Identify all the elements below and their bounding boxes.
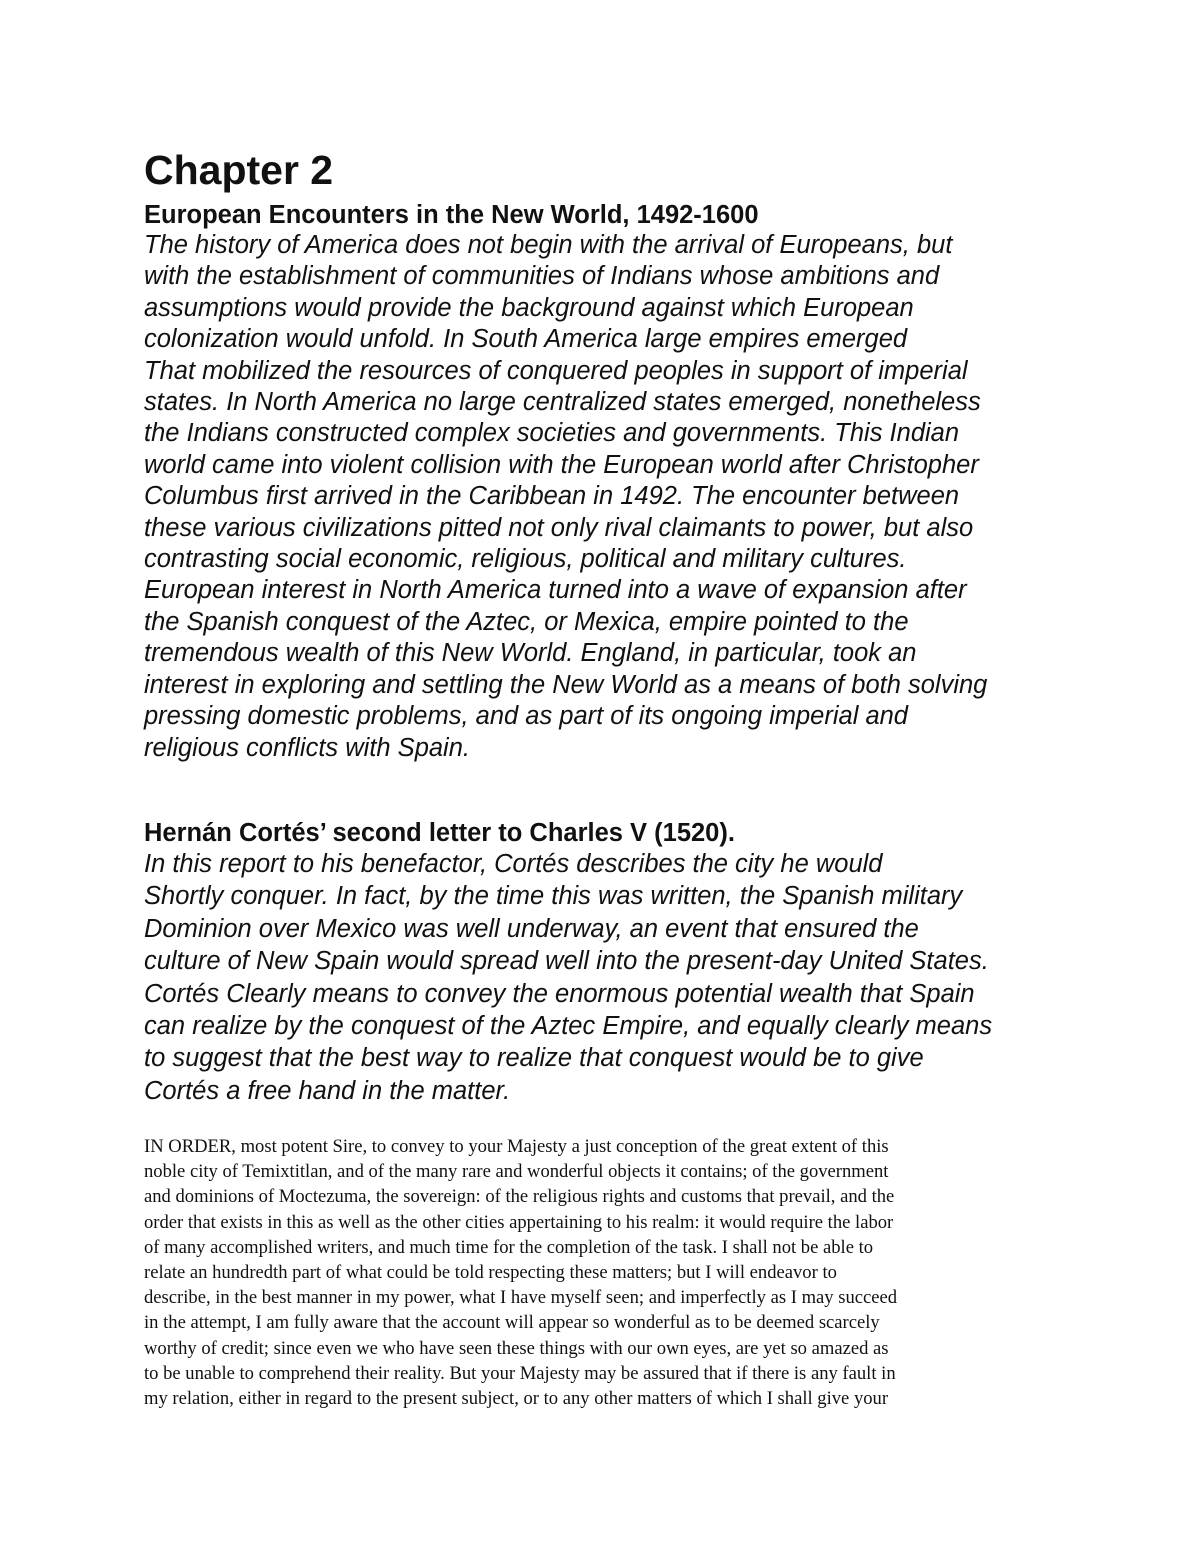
intro-line: colonization would unfold. In South America large empires emerged [144,325,908,354]
doc-intro-line: to suggest that the best way to realize that conquest would be to give [144,1044,924,1073]
intro-line: The history of America does not begin with the arrival of Europeans, but [144,231,953,259]
intro-line: states. In North America no large centralized states emerged, nonetheless [144,388,981,417]
chapter-subtitle: European Encounters in the New World, 1492-1600 [144,201,759,229]
intro-line: pressing domestic problems, and as part of its ongoing imperial and [144,702,908,731]
intro-line: interest in exploring and settling the New World as a means of both solving [144,670,988,699]
body-line: describe, in the best manner in my power, what I have myself seen; and imperfectly as I may succeed [144,1287,898,1309]
doc-intro-line: Cortés a free hand in the matter. [144,1076,511,1105]
document-title: Hernán Cortés’ second letter to Charles V (1520). [144,819,735,847]
intro-line: these various civilizations pitted not only rival claimants to power, but also [144,513,974,542]
chapter-introduction [144,230,1084,764]
intro-line: the Spanish conquest of the Aztec, or Mexica, empire pointed to the [144,607,909,636]
doc-intro-line: Shortly conquer. In fact, by the time this was written, the Spanish military [144,882,963,911]
document-introduction [144,848,1084,1107]
doc-intro-line: Dominion over Mexico was well underway, an event that ensured the [144,914,919,943]
intro-line: assumptions would provide the background against which European [144,293,914,322]
doc-intro-line: can realize by the conquest of the Aztec Empire, and equally clearly means [144,1012,993,1041]
chapter-title: Chapter 2 [144,147,334,193]
body-line: of many accomplished writers, and much time for the completion of the task. I shall not be able to [144,1236,874,1258]
intro-line: That mobilized the resources of conquered peoples in support of imperial [144,356,968,385]
body-line: order that exists in this as well as the other cities appertaining to his realm: it would require the labor [144,1211,894,1233]
body-line: noble city of Temixtitlan, and of the many rare and wonderful objects it contains; of the government [144,1161,889,1183]
body-line: and dominions of Moctezuma, the sovereign: of the religious rights and customs that prevail, and the [144,1186,895,1208]
body-line: worthy of credit; since even we who have seen these things with our own eyes, are yet so amazed as [144,1337,889,1359]
body-line: my relation, either in regard to the present subject, or to any other matters of which I shall give your [144,1388,889,1410]
intro-line: world came into violent collision with the European world after Christopher [144,450,979,479]
doc-intro-line: culture of New Spain would spread well into the present-day United States. [144,947,989,976]
intro-line: tremendous wealth of this New World. England, in particular, took an [144,639,917,668]
letter-body [144,1134,1084,1411]
body-line: relate an hundredth part of what could be told respecting these matters; but I will endeavor to [144,1262,837,1284]
body-line: IN ORDER, most potent Sire, to convey to your Majesty a just conception of the great extent of this [144,1136,889,1157]
intro-line: contrasting social economic, religious, political and military cultures. [144,545,907,574]
body-line: in the attempt, I am fully aware that the account will appear so wonderful as to be deemed scarcely [144,1312,880,1334]
intro-line: religious conflicts with Spain. [144,733,470,762]
doc-intro-line: In this report to his benefactor, Cortés describes the city he would [144,850,883,878]
intro-line: with the establishment of communities of Indians whose ambitions and [144,262,940,291]
intro-line: the Indians constructed complex societies and governments. This Indian [144,419,960,448]
intro-line: Columbus first arrived in the Caribbean in 1492. The encounter between [144,482,960,511]
doc-intro-line: Cortés Clearly means to convey the enormous potential wealth that Spain [144,979,975,1008]
intro-line: European interest in North America turned into a wave of expansion after [144,576,967,605]
body-line: to be unable to comprehend their reality. But your Majesty may be assured that if there is any fault in [144,1362,896,1384]
